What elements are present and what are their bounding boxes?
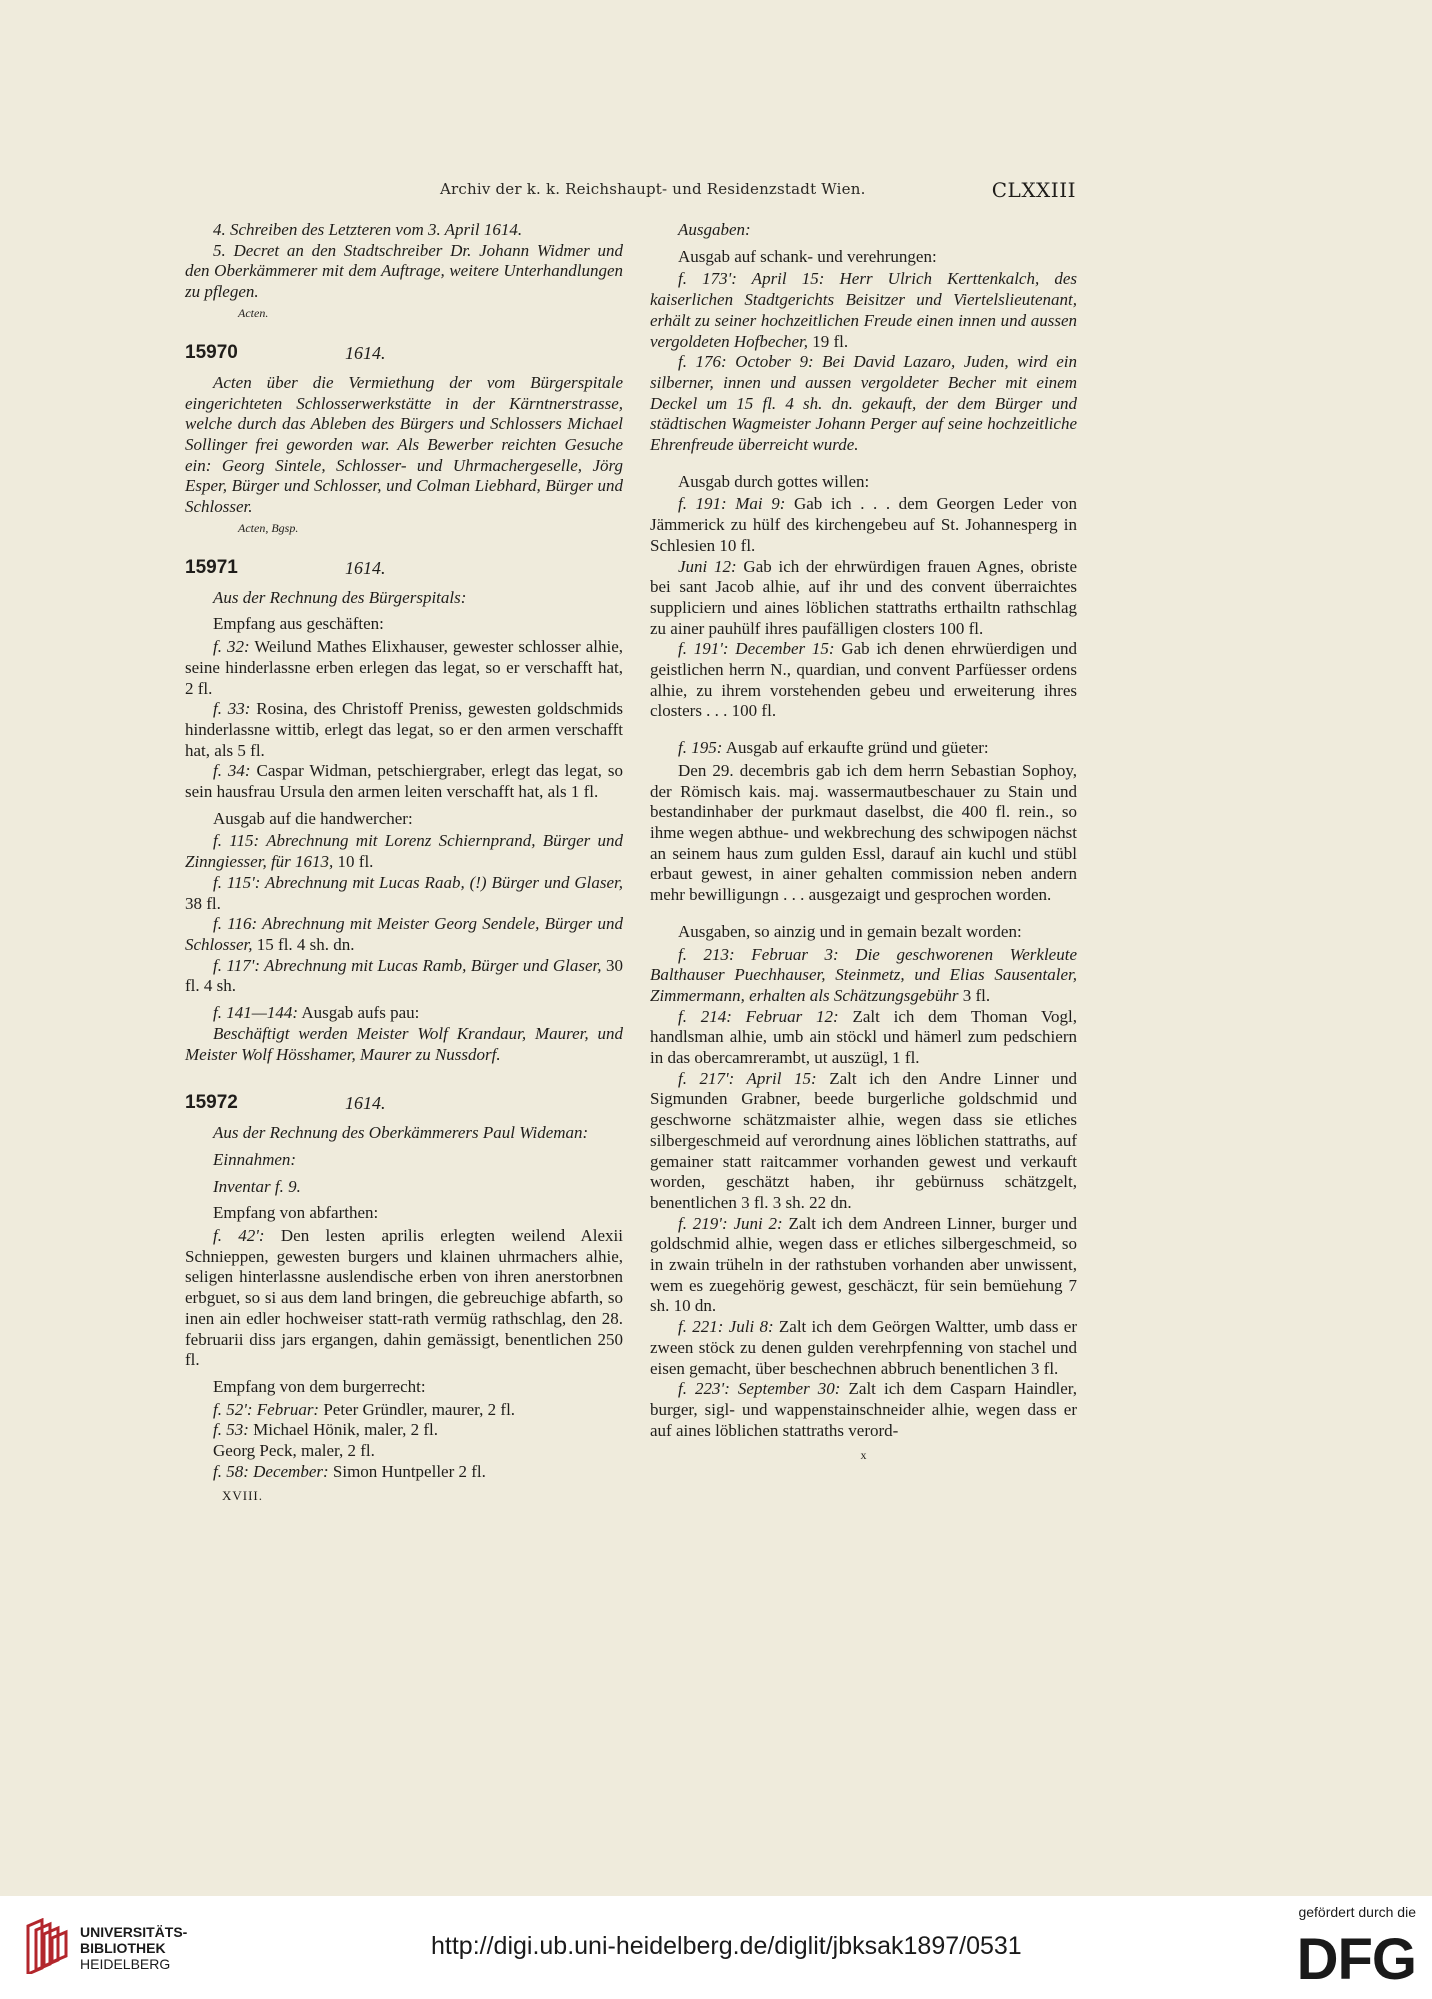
section-heading: Inventar f. 9. [213, 1176, 301, 1196]
page-number: CLXXIII [991, 178, 1076, 202]
funded-by-label: gefördert durch die [1298, 1904, 1416, 1920]
section-heading: Empfang aus geschäften: [213, 614, 384, 634]
ledger-paragraph: f. 42': Den lesten aprilis erlegten weilend Alexii Schnieppen, gewesten burgers und klainen uhrmachers alhie, seligen hinterlassne auslendische erben von ihren anerstorbnen erbguet, so si aus dem land bringen, die gebreuchige abfarth, so inen ain edler hochweiser statt-rath vermüg rathschlag, den 28. februarii diss jars ergangen, dahin gemässigt, benentlichen 250 fl. [185, 1226, 623, 1370]
entry-number: 15970 [185, 341, 238, 363]
ledger-line: f. 58: December: Simon Huntpeller 2 fl. [213, 1461, 486, 1481]
ledger-paragraph: f. 176: October 9: Bei David Lazaro, Juden, wird ein silberner, innen und aussen vergoldeter Becher mit einem Deckel um 15 fl. 4 sh. dn. gekauft, der dem Bürger und städtischen Wagmeister Johann Perger auf seine hochzeitliche Ehrenfreude überreicht wurde. [650, 352, 1077, 455]
ledger-paragraph: f. 117': Abrechnung mit Lucas Ramb, Bürger und Glaser, 30 fl. 4 sh. [185, 955, 624, 996]
section-heading: Empfang von abfarthen: [213, 1203, 379, 1223]
entry-year: 1614. [345, 1093, 386, 1114]
footer-bar [0, 1896, 1432, 1999]
entry-heading-15971 [185, 556, 623, 580]
section-heading: Einnahmen: [213, 1149, 297, 1169]
header-title: Archiv der k. k. Reichshaupt- und Residenzstadt Wien. [440, 180, 866, 198]
ledger-paragraph: Den 29. decembris gab ich dem herrn Sebastian Sophoy, der Römisch kais. maj. wassermautbeschauer zu Stain und bestandinhaber der purkmaut daselbst, die 400 fl. rein., so ihme wegen abthue- und wekbrechung des schwipogen nächst an seinem haus zum gulden Essl, darauf ain kuchl und stübl erbaut gewest, in ainer gehalten commission neben andern mehr bewilligungn . . . ausgezaigt und gesprochen worden. [650, 760, 1077, 905]
ledger-paragraph: f. 221: Juli 8: Zalt ich dem Geörgen Waltter, umb dass er zween stöck zu denen gulden verehrpfenning von stachel und eisen gemacht, über beschechnen abbruch benentlichen 3 fl. [650, 1317, 1077, 1378]
source-note: Acten. [238, 305, 269, 320]
digital-url-link[interactable]: http://digi.ub.uni-heidelberg.de/diglit/jbksak1897/0531 [431, 1932, 1022, 1960]
ledger-line: f. 53: Michael Hönik, maler, 2 fl. [213, 1420, 438, 1440]
entry-year: 1614. [345, 557, 386, 578]
library-name[interactable]: UNIVERSITÄTS- BIBLIOTHEK HEIDELBERG [80, 1924, 188, 1972]
ledger-paragraph: f. 213: Februar 3: Die geschworenen Werkleute Balthauser Puechhauser, Steinmetz, und Elias Sausentaler, Zimmermann, erhalten als Schätzungsgebühr 3 fl. [650, 944, 1077, 1005]
signature-mark: XVIII. [222, 1488, 264, 1504]
source-note: Acten, Bgsp. [238, 520, 299, 535]
section-heading: f. 195: Ausgab auf erkaufte gründ und güeter: [678, 738, 989, 758]
ledger-paragraph: f. 32: Weilund Mathes Elixhauser, gewester schlosser alhie, seine hinderlassne erben erlegen das legat, so er verschafft hat, 2 fl. [185, 637, 623, 698]
ledger-paragraph: f. 191: Mai 9: Gab ich . . . dem Georgen Leder von Jämmerick zu hülf des kirchengebeu auf St. Johannesperg in Schlesien 10 fl. [650, 494, 1077, 555]
entry-text: Acten über die Vermiethung der vom Bürgerspitale eingerichteten Schlosserwerkstätte in der Kärntnerstrasse, welche durch das Ableben des Bürgers und Schlossers Michael Sollinger frei geworden war. Als Bewerber reichten Gesuche ein: Georg Sintele, Schlosser- und Uhrmachergeselle, Jörg Esper, Bürger und Schlosser, und Colman Liebhard, Bürger und Schlosser. [185, 372, 623, 517]
left-column [185, 220, 623, 1507]
section-heading: Ausgab auf die handwercher: [213, 808, 413, 828]
section-heading: Ausgaben: [678, 220, 751, 239]
ledger-paragraph: f. 34: Caspar Widman, petschiergraber, erlegt das legat, so sein hausfrau Ursula den armen leiten verschafft hat, als 1 fl. [185, 761, 623, 802]
right-column [650, 220, 1077, 1466]
ledger-paragraph: f. 115: Abrechnung mit Lorenz Schiernprand, Bürger und Zinngiesser, für 1613, 10 fl. [185, 831, 623, 872]
section-heading: Ausgab auf schank- und verehrungen: [678, 246, 937, 266]
section-heading: Ausgaben, so ainzig und in gemain bezalt worden: [678, 921, 1022, 941]
ledger-paragraph: f. 33: Rosina, des Christoff Preniss, gewesten goldschmids hinderlassne wittib, erlegt das legat, so er den armen verschafft hat, als 5 fl. [185, 699, 623, 760]
entry-title: Aus der Rechnung des Bürgerspitals: [213, 587, 467, 607]
ledger-paragraph: f. 191': December 15: Gab ich denen ehrwüerdigen und geistlichen herrn N., quardian, und convent Parfüesser ordens alhie, zu ihrem vorstehenden gebeu und erweiterung ihres closters . . . 100 fl. [650, 639, 1077, 721]
ledger-paragraph: f. 116: Abrechnung mit Meister Georg Sendele, Bürger und Schlosser, 15 fl. 4 sh. dn. [185, 914, 623, 954]
ledger-paragraph: Juni 12: Gab ich der ehrwürdigen frauen Agnes, obriste bei sant Jacob alhie, auf ihr und des convent überraichtes suppliciern und aines löblichen stattraths erthailtn rathschlag zu ainer pauhülf ihres paufälligen closters 100 fl. [650, 556, 1077, 638]
ledger-paragraph: f. 115': Abrechnung mit Lucas Raab, (!) Bürger und Glaser, 38 fl. [185, 872, 623, 913]
entry-number: 15971 [185, 556, 238, 578]
ledger-paragraph: f. 141—144: Ausgab aufs pau: [213, 1003, 420, 1023]
section-heading: Ausgab durch gottes willen: [678, 471, 870, 491]
ledger-paragraph: f. 214: Februar 12: Zalt ich dem Thoman Vogl, handlsman alhie, umb ain stöckl und hämerl zum pedschiern in das obercamrerambt, ut auszügl, 1 fl. [650, 1006, 1078, 1068]
intro-item-5: 5. Decret an den Stadtschreiber Dr. Johann Widmer und den Oberkämmerer mit dem Auftrage, weitere Unterhandlungen zu pflegen. [185, 240, 623, 302]
ledger-line: Georg Peck, maler, 2 fl. [213, 1441, 375, 1461]
entry-title: Aus der Rechnung des Oberkämmerers Paul Wideman: [213, 1123, 589, 1143]
dfg-logo[interactable]: DFG [1296, 1927, 1416, 1992]
signature-mark: x [860, 1448, 867, 1463]
entry-number: 15972 [185, 1092, 238, 1114]
ledger-line: f. 52': Februar: Peter Gründler, maurer, 2 fl. [213, 1399, 516, 1419]
entry-year: 1614. [345, 342, 386, 363]
entry-heading-15972 [185, 1091, 623, 1115]
intro-item-4: 4. Schreiben des Letzteren vom 3. April 1614. [213, 220, 523, 239]
ledger-paragraph: f. 217': April 15: Zalt ich den Andre Linner und Sigmunden Grabner, beede burgerliche goldschmid und geschworne schätzmaister alhie, wegen dass sie etliches silbergeschmeid auf verordnung aines löblichen stattraths, auf gemainer statt raitcammer vorhanden gewest und verkauft worden, geschätzt haben, ihr gebürnuss schätzgelt, benentlichen 3 fl. 3 sh. 22 dn. [650, 1068, 1077, 1212]
ledger-paragraph: f. 219': Juni 2: Zalt ich dem Andreen Linner, burger und goldschmid alhie, wegen dass er etliches silbergeschmeid, so in zwain trüheln in der rathstuben vorhanden aber unwissent, wem es zuegehörig gewest, geschäczt, für sein bemüehung 7 sh. 10 dn. [650, 1213, 1078, 1316]
section-heading: Empfang von dem burgerrecht: [213, 1376, 426, 1396]
running-header [0, 180, 1432, 210]
ledger-paragraph: f. 173': April 15: Herr Ulrich Kerttenkalch, des kaiserlichen Stadtgerichts Beisitzer und Viertelslieutenant, erhält zu seiner hochzeitlichen Freude einen innen und aussen vergoldeten Hofbecher, 19 fl. [650, 269, 1077, 351]
ledger-paragraph: f. 223': September 30: Zalt ich dem Casparn Haindler, burger, sigl- und wappenstainschneider alhie, wegen dass er auf aines löblichen stattraths verord- [650, 1379, 1078, 1440]
entry-heading-15970 [185, 341, 623, 365]
ledger-paragraph: Beschäftigt werden Meister Wolf Krandaur, Maurer, und Meister Wolf Hösshamer, Maurer zu Nussdorf. [185, 1023, 623, 1064]
library-logo-icon[interactable] [24, 1918, 68, 1974]
